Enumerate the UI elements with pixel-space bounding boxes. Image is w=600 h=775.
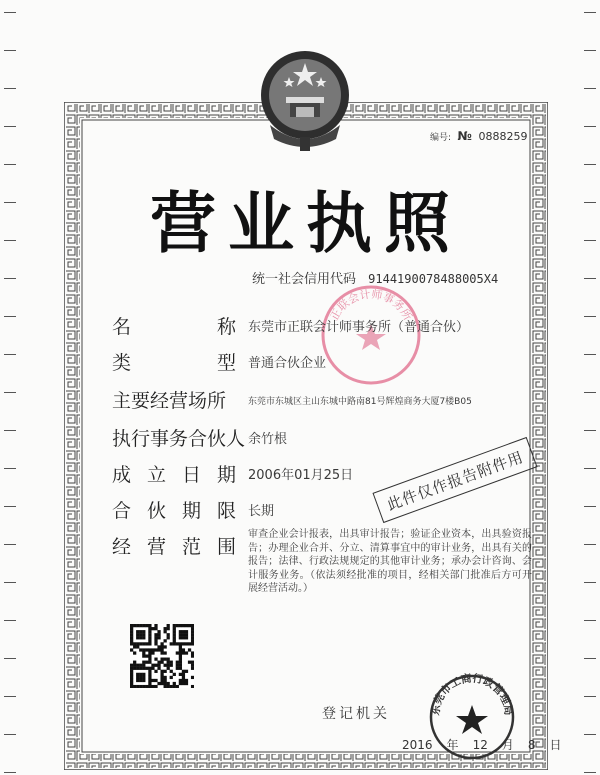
- label-char: 伙: [146, 500, 166, 522]
- margin-tick: [4, 392, 16, 393]
- date-year: 2016: [402, 738, 433, 752]
- serial-no-symbol: №: [457, 129, 472, 143]
- license-title: 营业执照: [150, 184, 462, 262]
- label-partner: [112, 424, 246, 451]
- margin-tick: [4, 278, 16, 279]
- margin-tick: [584, 620, 596, 621]
- label-char: 合: [112, 500, 132, 522]
- margin-tick: [584, 696, 596, 697]
- credit-code-label: 统一社会信用代码: [252, 272, 357, 287]
- margin-tick: [584, 240, 596, 241]
- margin-tick: [4, 658, 16, 659]
- margin-tick: [4, 12, 16, 13]
- date-day-unit: 日: [549, 738, 562, 752]
- serial-number: [430, 129, 527, 143]
- margin-tick: [4, 734, 16, 735]
- label-char: 营: [146, 536, 166, 558]
- margin-tick: [4, 582, 16, 583]
- margin-tick: [4, 88, 16, 89]
- margin-tick: [584, 734, 596, 735]
- margin-tick: [4, 354, 16, 355]
- label-place: [112, 386, 236, 413]
- margin-tick: [4, 316, 16, 317]
- qr-code-icon: [130, 624, 194, 688]
- margin-tick: [4, 506, 16, 507]
- margin-tick: [584, 354, 596, 355]
- label-char: 名: [112, 316, 132, 338]
- date-day: 8: [527, 738, 536, 752]
- margin-tick: [584, 658, 596, 659]
- serial-value: 0888259: [478, 130, 528, 143]
- label-established: [112, 460, 236, 487]
- value-name: 东莞市正联会计师事务所（普通合伙）: [248, 320, 470, 335]
- registrar-label: 登记机关: [322, 706, 390, 722]
- label-char: 称: [216, 316, 236, 338]
- label-char: 经: [112, 536, 132, 558]
- label-char: 主要经营场所: [112, 390, 227, 412]
- label-char: 成: [112, 464, 132, 486]
- date-month: 12: [472, 738, 488, 752]
- margin-tick: [4, 240, 16, 241]
- margin-tick: [584, 202, 596, 203]
- margin-tick: [584, 88, 596, 89]
- label-name: [112, 312, 236, 339]
- label-char: 日: [181, 464, 201, 486]
- value-type: 普通合伙企业: [248, 356, 327, 371]
- margin-tick: [584, 126, 596, 127]
- value-partner: 余竹根: [248, 432, 288, 447]
- margin-tick: [4, 202, 16, 203]
- margin-tick: [4, 126, 16, 127]
- margin-tick: [584, 582, 596, 583]
- value-term: 长期: [248, 504, 275, 519]
- label-term: [112, 496, 236, 523]
- margin-tick: [584, 164, 596, 165]
- label-char: 立: [146, 464, 166, 486]
- label-char: 期: [216, 464, 236, 486]
- serial-label: 编号:: [430, 133, 452, 143]
- red-stamp-text: 正联会计师事务所: [327, 287, 415, 323]
- label-char: 范: [181, 536, 201, 558]
- national-emblem-icon: [256, 45, 354, 153]
- margin-tick: [4, 164, 16, 165]
- margin-tick: [4, 620, 16, 621]
- date-year-unit: 年: [446, 738, 459, 752]
- label-char: 限: [216, 500, 236, 522]
- margin-tick: [584, 392, 596, 393]
- label-char: 期: [181, 500, 201, 522]
- margin-tick: [584, 278, 596, 279]
- margin-tick: [584, 316, 596, 317]
- value-established: 2006年01月25日: [248, 468, 354, 483]
- margin-tick: [4, 50, 16, 51]
- label-char: 围: [216, 536, 236, 558]
- seal-text: 东莞市工商行政管理局: [429, 673, 515, 717]
- value-place: 东莞市东城区主山东城中路南81号辉煌商务大厦7楼B05: [248, 397, 472, 407]
- margin-tick: [584, 50, 596, 51]
- date-month-unit: 月: [501, 738, 514, 752]
- label-scope: [112, 532, 236, 559]
- margin-tick: [584, 12, 596, 13]
- credit-code-value: 9144190078488005X4: [368, 272, 499, 286]
- value-scope: 审查企业会计报表，出具审计报告；验证企业资本，出具验资报告；办理企业合并、分立、清算事宜中的审计业务，出具有关的报告；法律、行政法规规定的其他审计业务；承办会计咨询、会计服务业务。（依法须经批准的项目，经相关部门批准后方可开展经营活动。）: [248, 529, 532, 594]
- margin-tick: [4, 468, 16, 469]
- margin-tick: [4, 696, 16, 697]
- margin-tick: [584, 544, 596, 545]
- margin-tick: [584, 468, 596, 469]
- margin-tick: [4, 544, 16, 545]
- label-char: 型: [216, 352, 236, 374]
- issue-date: [402, 736, 576, 753]
- label-type: [112, 348, 236, 375]
- label-char: 类: [112, 352, 132, 374]
- margin-tick: [584, 506, 596, 507]
- label-char: 执行事务合伙人: [112, 428, 246, 450]
- margin-tick: [4, 430, 16, 431]
- copy-use-stamp: 此件仅作报告附件用: [372, 437, 537, 523]
- margin-tick: [4, 772, 16, 773]
- margin-tick: [584, 772, 596, 773]
- company-red-stamp: [318, 282, 424, 388]
- margin-tick: [584, 430, 596, 431]
